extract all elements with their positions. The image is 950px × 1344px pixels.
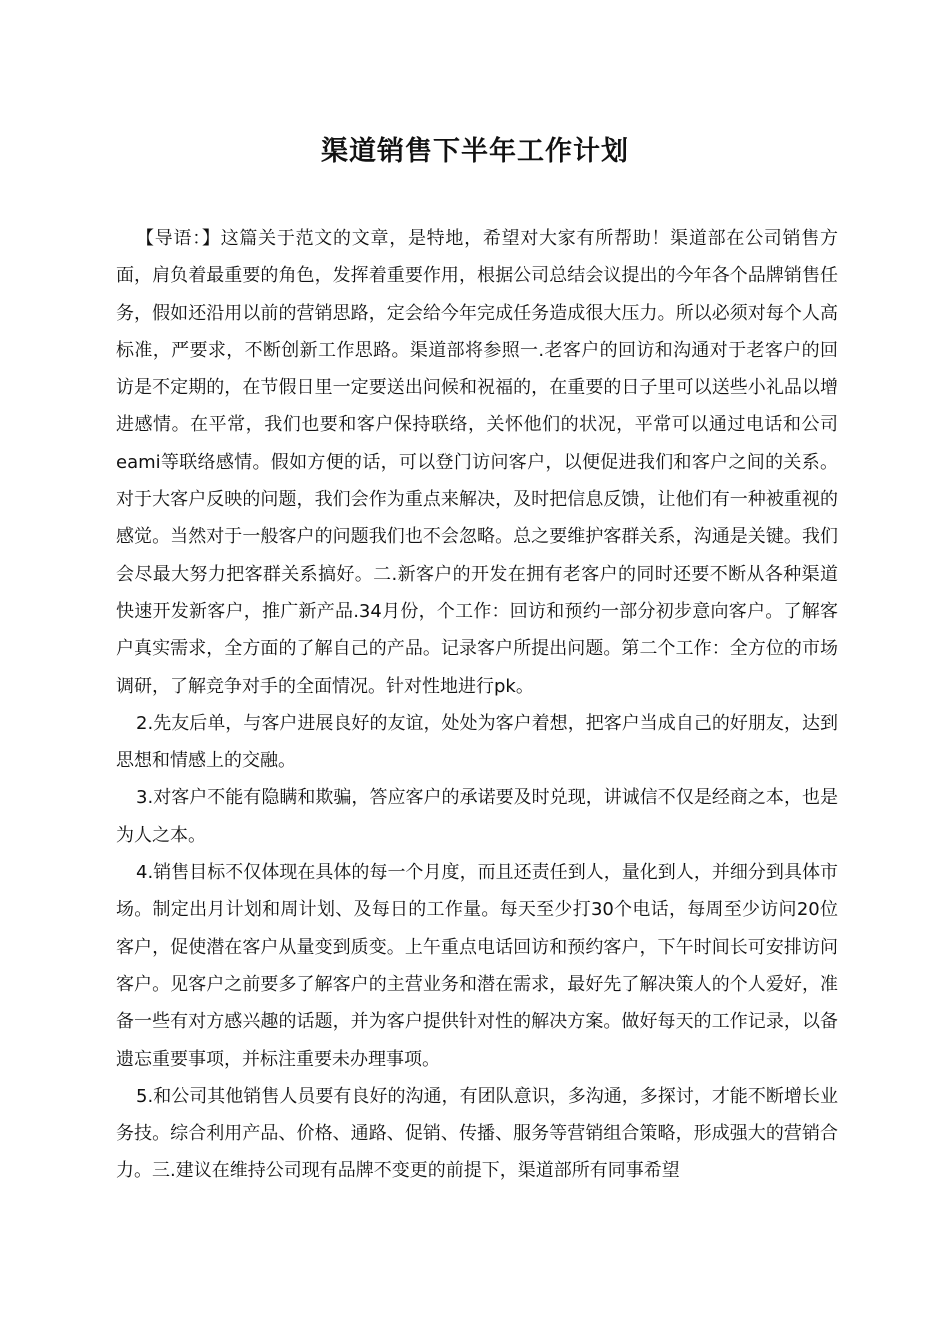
paragraph-item-5: 5.和公司其他销售人员要有良好的沟通，有团队意识，多沟通，多探讨，才能不断增长业务技。综合利用产品、价格、通路、促销、传播、服务等营销组合策略，形成强大的营销合力。三.建议在维持公司现有品牌不变更的前提下，渠道部所有同事希望 (116, 1085, 838, 1182)
document-title: 渠道销售下半年工作计划 (321, 136, 629, 167)
document-body (116, 220, 838, 1190)
paragraph-item-2: 2.先友后单，与客户进展良好的友谊，处处为客户着想，把客户当成自己的好朋友，达到思想和情感上的交融。 (116, 712, 838, 772)
paragraph-item-4: 4.销售目标不仅体现在具体的每一个月度，而且还责任到人，量化到人，并细分到具体市场。制定出月计划和周计划、及每日的工作量。每天至少打30个电话，每周至少访问20位客户，促使潜在客户从量变到质变。上午重点电话回访和预约客户，下午时间长可安排访问客户。见客户之前要多了解客户的主营业务和潜在需求，最好先了解决策人的个人爱好，准备一些有对方感兴趣的话题，并为客户提供针对性的解决方案。做好每天的工作记录，以备遗忘重要事项，并标注重要未办理事项。 (116, 862, 838, 1070)
paragraph-item-3: 3.对客户不能有隐瞒和欺骗，答应客户的承诺要及时兑现，讲诚信不仅是经商之本，也是为人之本。 (116, 787, 838, 846)
paragraph-intro: 【导语：】这篇关于范文的文章，是特地，希望对大家有所帮助！渠道部在公司销售方面，肩负着最重要的角色，发挥着重要作用，根据公司总结会议提出的今年各个品牌销售任务，假如还沿用以前的营销思路，定会给今年完成任务造成很大压力。所以必须对每个人高标准，严要求，不断创新工作思路。渠道部将参照一.老客户的回访和沟通对于老客户的回访是不定期的，在节假日里一定要送出问候和祝福的，在重要的日子里可以送些小礼品以增进感情。在平常，我们也要和客户保持联络，关怀他们的状况，平常可以通过电话和公司eami等联络感情。假如方便的话，可以登门访问客户，以便促进我们和客户之间的关系。对于大客户反映的问题，我们会作为重点来解决，及时把信息反馈，让他们有一种被重视的感觉。当然对于一般客户的问题我们也不会忽略。总之要维护客群关系，沟通是关键。我们会尽最大努力把客群关系搞好。二.新客户的开发在拥有老客户的同时还要不断从各种渠道快速开发新客户，推广新产品.34月份，个工作：回访和预约一部分初步意向客户。了解客户真实需求，全方面的了解自己的产品。记录客户所提出问题。第二个工作：全方位的市场调研，了解竞争对手的全面情况。针对性地进行pk。 (116, 228, 838, 697)
